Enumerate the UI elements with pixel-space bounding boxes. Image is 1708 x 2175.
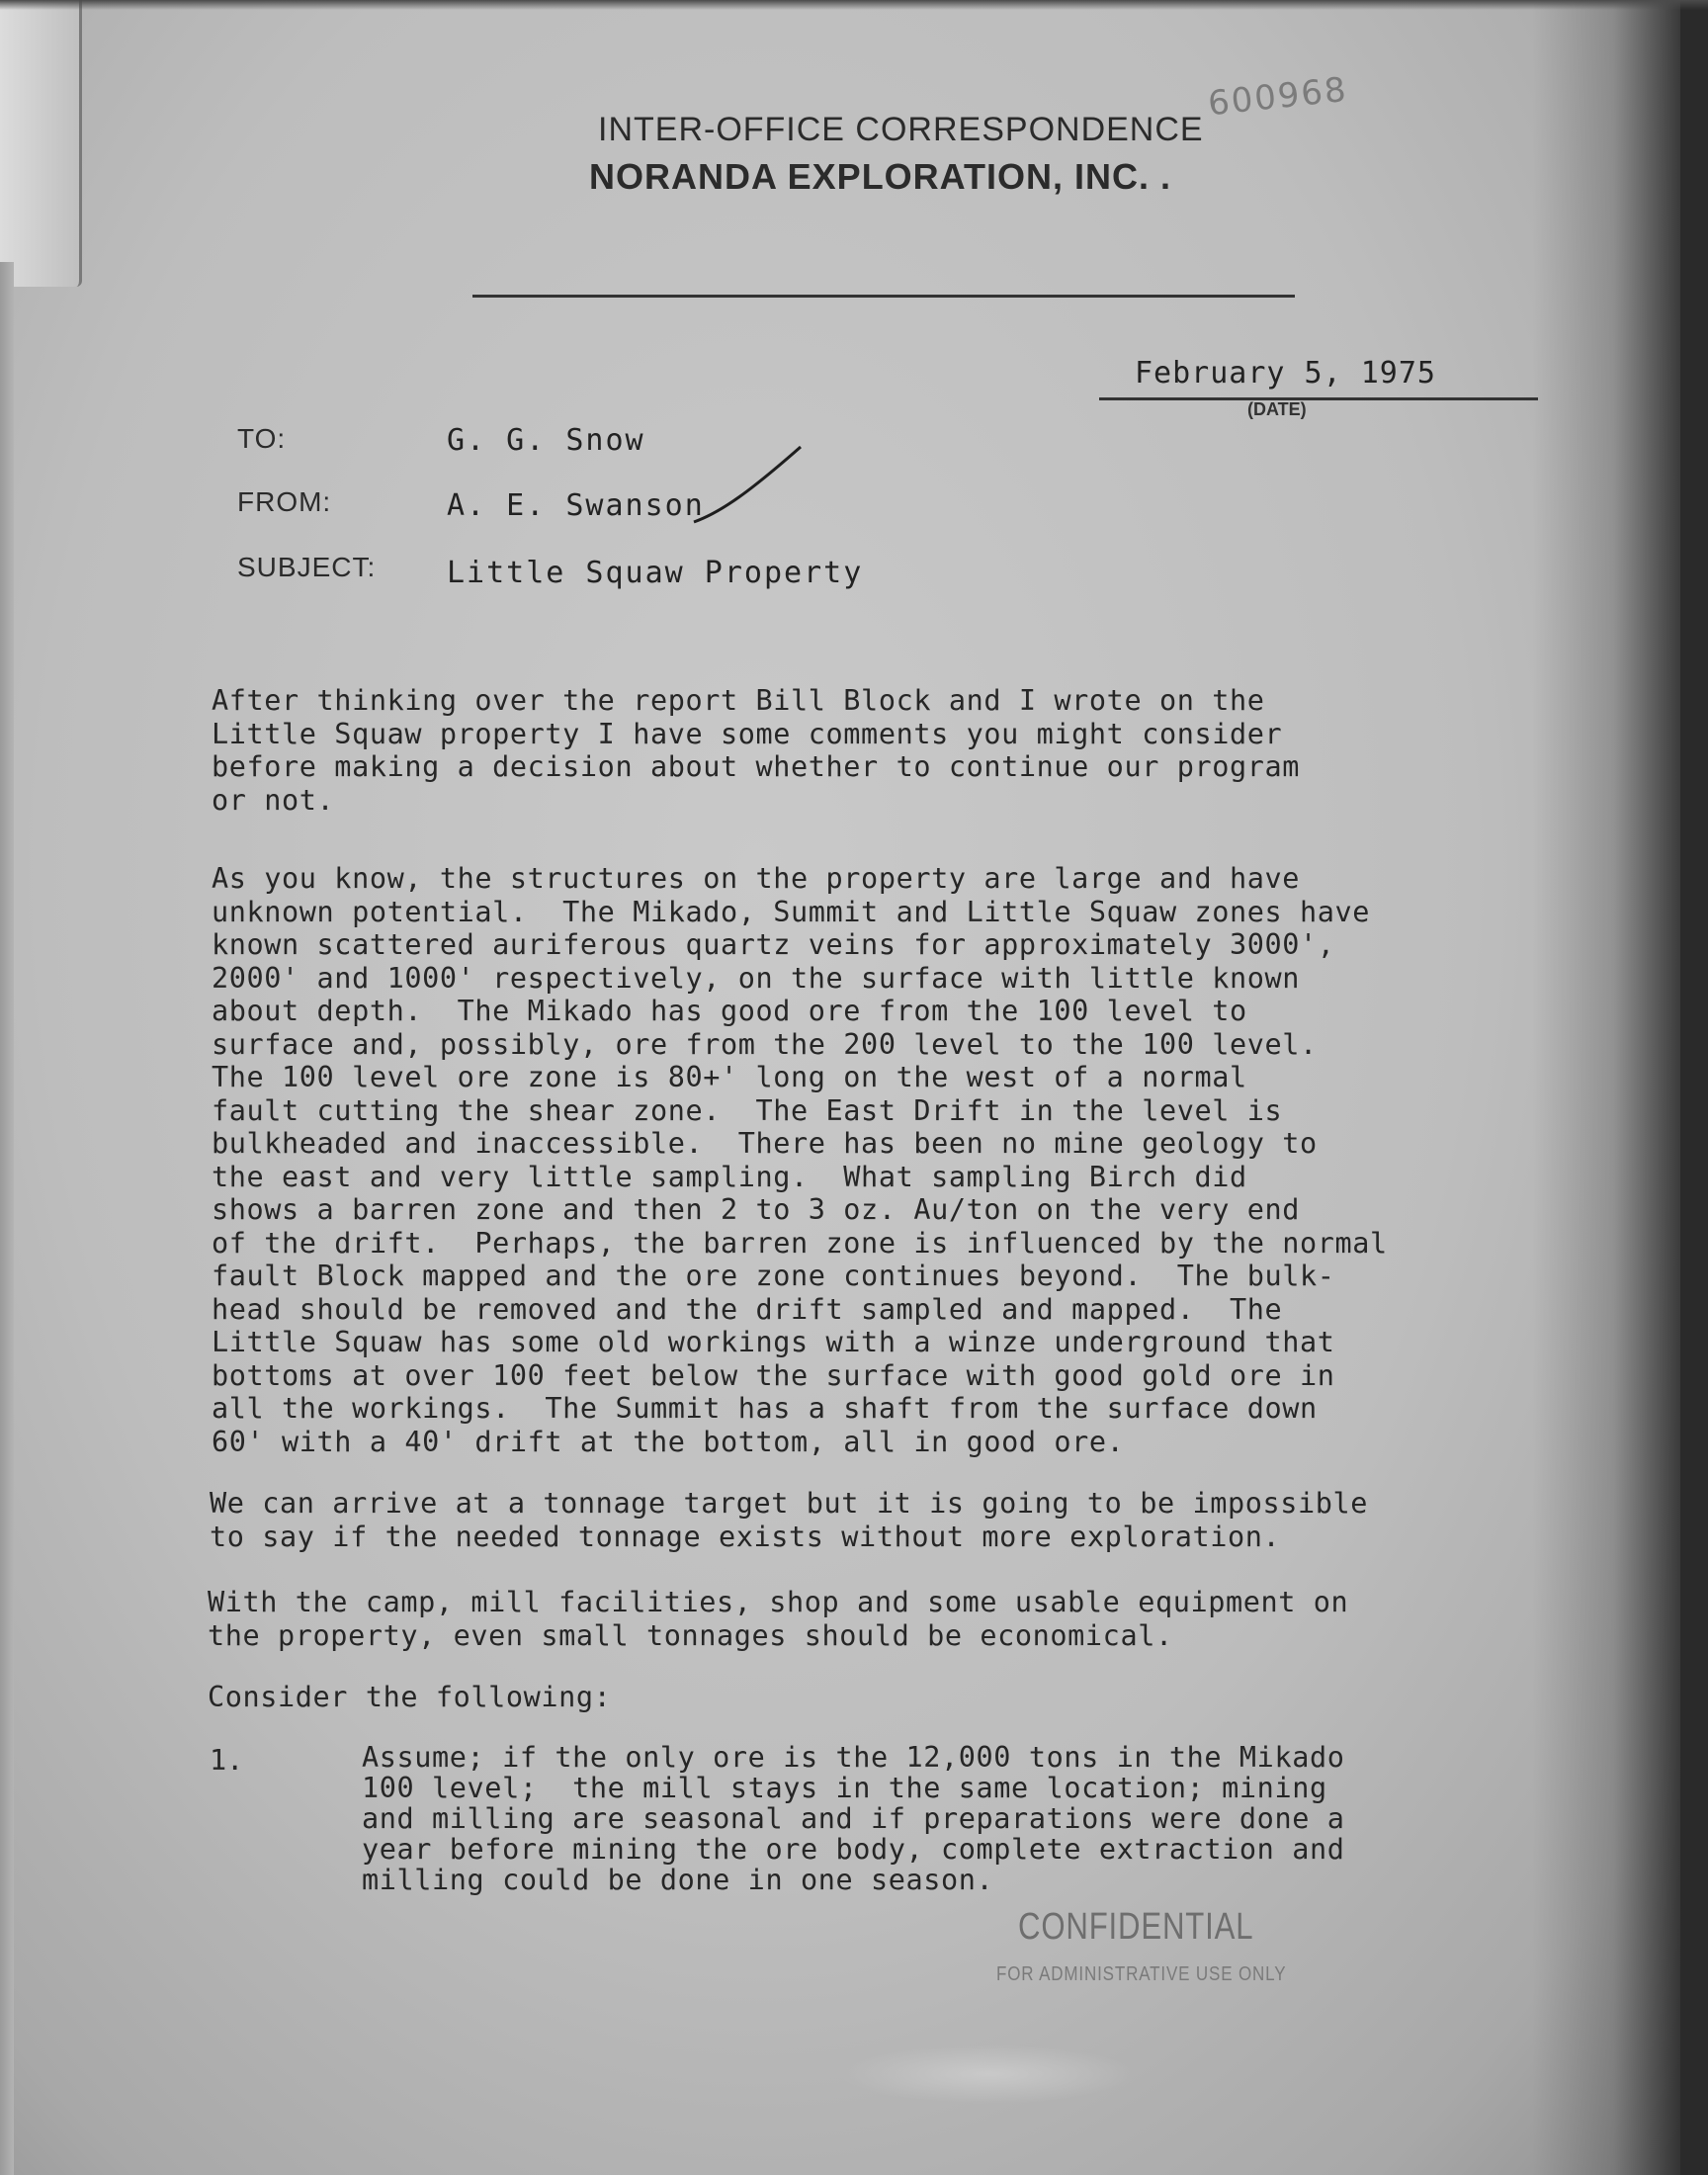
- date-underline: [1099, 397, 1538, 400]
- to-value: G. G. Snow: [447, 423, 645, 458]
- scan-shadow: [1532, 0, 1680, 2175]
- date-value: February 5, 1975: [1135, 356, 1436, 391]
- paragraph-camp: With the camp, mill facilities, shop and some usable equipment on the property, even small tonnages should be economical.: [208, 1586, 1349, 1652]
- to-label: TO:: [237, 423, 287, 454]
- subject-label: SUBJECT:: [237, 552, 377, 582]
- subject-value: Little Squaw Property: [447, 556, 864, 590]
- scan-top-edge: [0, 0, 1708, 10]
- letterhead-title: INTER-OFFICE CORRESPONDENCE: [598, 111, 1204, 148]
- stamp-subtitle: FOR ADMINISTRATIVE USE ONLY: [996, 1963, 1287, 1985]
- list-item-text: Assume; if the only ore is the 12,000 tons in the Mikado 100 level; the mill stays in the same location; mining and milling are seasonal and if preparations were done a year before mining the ore body, complete extraction and milling could be done in one season.: [362, 1741, 1345, 1896]
- folded-tab: [0, 0, 82, 287]
- left-page-edge: [0, 262, 14, 2175]
- document-number: 600968: [1206, 69, 1350, 125]
- faded-stamp-area: [840, 2044, 1137, 2104]
- from-label: FROM:: [237, 486, 332, 517]
- confidential-stamp: CONFIDENTIAL: [1018, 1906, 1254, 1948]
- letterhead-company: NORANDA EXPLORATION, INC. .: [589, 156, 1172, 197]
- date-caption: (DATE): [1247, 399, 1307, 419]
- header-rule: [472, 295, 1295, 298]
- scan-border: [1680, 0, 1708, 2175]
- from-value: A. E. Swanson: [447, 488, 705, 523]
- paragraph-intro: After thinking over the report Bill Block and I wrote on the Little Squaw property I have some comments you might consider before making a decision about whether to continue our program or not.: [212, 684, 1301, 817]
- paragraph-structures: As you know, the structures on the property are large and have unknown potential. The Mikado, Summit and Little Squaw zones have known scattered auriferous quartz veins for approximately 3000', 2000' and 1000' respectively, on the surface with little known about depth. The Mikado has good ore from the 100 level to surface and, possibly, ore from the 200 level to the 100 level. The 100 level ore zone is 80+' long on the west of a normal fault cutting the shear zone. The East Drift in the level is bulkheaded and inaccessible. There has been no mine geology to the east and very little sampling. What sampling Birch did shows a barren zone and then 2 to 3 oz. Au/ton on the very end of the drift. Perhaps, the barren zone is influenced by the normal fault Block mapped and the ore zone continues beyond. The bulk- head should be removed and the drift sampled and mapped. The Little Squaw has some old workings with a winze underground that bottoms at over 100 feet below the surface with good gold ore in all the workings. The Summit has a shaft from the surface down 60' with a 40' drift at the bottom, all in good ore.: [212, 862, 1388, 1458]
- paragraph-tonnage: We can arrive at a tonnage target but it is going to be impossible to say if the needed tonnage exists without more exploration.: [210, 1487, 1369, 1553]
- list-item-number: 1.: [210, 1744, 244, 1777]
- paragraph-consider: Consider the following:: [208, 1681, 612, 1713]
- checkmark-icon: [692, 441, 811, 530]
